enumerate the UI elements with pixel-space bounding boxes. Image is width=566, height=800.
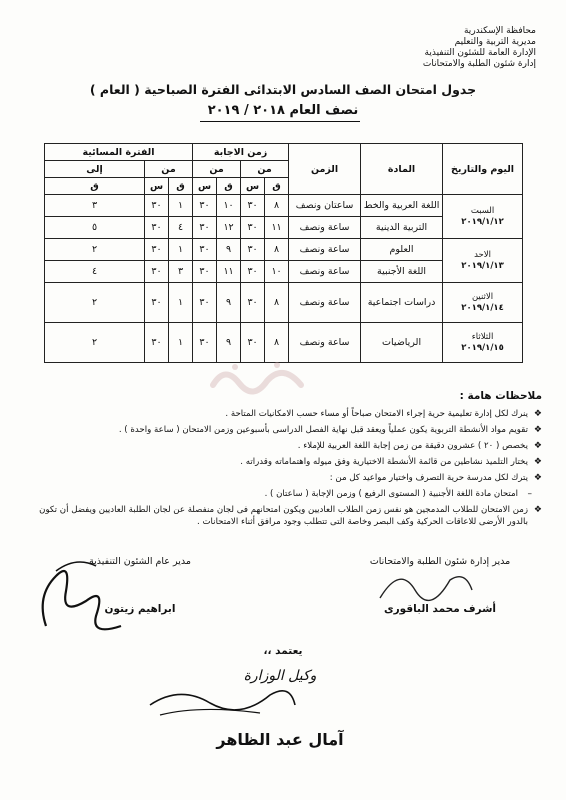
org-line: إدارة شئون الطلبة والامتحانات [422,59,536,69]
note-text: امتحان مادة اللغة الأجنبية ( المستوى الرفيع ) وزمن الإجابة ( ساعتان ) . [264,489,518,499]
diamond-bullet-icon: ❖ [533,425,542,435]
diamond-bullet-icon: ❖ [533,505,542,515]
subject-cell: العلوم [361,239,443,261]
header-s: س [193,178,217,195]
note-text: زمن الامتحان للطلاب المدمجين هو نفس زمن الطلاب العاديين ويكون امتحانهم فى لجان منفصلة عن لجان الطلبة العاديين ويفضل أن تكون بالدور الأرضى للاعاقات الحركية وكف البصر وخاصة التى تتطلب وجود مرافق أثناء الامتحانات . [39,505,528,527]
time-cell: ١٠ [217,195,241,217]
time-cell: ٣٠ [145,261,169,283]
notes-list [30,408,542,532]
time-cell: ٣٠ [241,283,265,323]
header-answer-time: زمن الاجابة [193,144,289,161]
exam-schedule-table [44,143,523,363]
exam-date: ٢٠١٩/١/١٢ [461,216,504,227]
day-name: الاثنين [471,291,494,302]
header-evening-break: الفترة المسائية [45,144,193,161]
handwritten-signature-right [370,560,480,610]
document-title: جدول امتحان الصف السادس الابتدائى الفترة الصباحية ( العام ) [89,82,477,97]
header-break-to: إلى [45,161,145,178]
minister-role: وكيل الوزارة [243,668,317,684]
time-cell: ٨ [265,323,289,363]
note-item [30,440,542,452]
diamond-bullet-icon: ❖ [533,473,542,483]
time-cell: ١١ [265,217,289,239]
org-line: الإدارة العامة للشئون التنفيذية [424,48,536,58]
time-cell: ٣٠ [241,217,265,239]
dash-bullet-icon: – [527,489,532,499]
time-cell: ٢ [45,283,145,323]
org-line: مديرية التربية والتعليم [454,37,536,47]
time-cell: ٨ [265,195,289,217]
time-cell: ٨ [265,283,289,323]
time-cell: ٣٠ [145,195,169,217]
signatory-role: مدير عام الشئون التنفيذية [89,556,191,567]
subject-cell: اللغة الأجنبية [361,261,443,283]
subject-cell: اللغة العربية والخط [361,195,443,217]
header-break-from: من [145,161,193,178]
header-s: س [145,178,169,195]
exam-date: ٢٠١٩/١/١٤ [461,302,504,313]
time-cell: ٣٠ [145,239,169,261]
approval-label: يعتمد ،، [263,645,303,657]
note-text: ينرك لكل إدارة تعليمية حرية إجراء الامتحان صباحاً أو مساء حسب الامكانيات المتاحة . [225,409,528,419]
time-cell: ٣٠ [241,261,265,283]
signatory-name: أشرف محمد الباقورى [383,603,497,615]
subject-cell: التربية الدينية [361,217,443,239]
handwritten-signature-left [26,556,146,646]
time-cell: ١ [169,239,193,261]
handwritten-signature-minister [140,675,300,725]
note-text: يختار التلميذ نشاطين من قائمة الأنشطة الاختيارية وفق ميوله واهتماماته وقدراته . [240,457,528,467]
time-cell: ٢ [45,239,145,261]
time-cell: ٣٠ [145,323,169,363]
time-cell: ٢ [45,323,145,363]
diamond-bullet-icon: ❖ [533,441,542,451]
note-item [30,472,542,484]
duration-cell: ساعة ونصف [289,261,361,283]
time-cell: ١٢ [217,217,241,239]
day-date-cell [443,239,523,283]
duration-cell: ساعة ونصف [289,217,361,239]
day-name: الاحد [474,249,492,260]
time-cell: ١ [169,195,193,217]
diamond-bullet-icon: ❖ [533,409,542,419]
document-subtitle: نصف العام ٢٠١٨ / ٢٠١٩ [207,103,359,118]
signatory-name: ابراهيم زيتون [104,603,176,615]
time-cell: ٣٠ [193,323,217,363]
time-cell: ٣٠ [193,195,217,217]
time-cell: ٣٠ [193,283,217,323]
header-q: ق [265,178,289,195]
note-item [30,424,542,436]
time-cell: ٣٠ [193,217,217,239]
header-duration: الزمن [289,144,361,195]
header-q: ق [217,178,241,195]
header-to: من [193,161,241,178]
time-cell: ٤ [169,217,193,239]
duration-cell: ساعة ونصف [289,323,361,363]
duration-cell: ساعة ونصف [289,239,361,261]
subtitle-underline [200,121,360,122]
time-cell: ١ [169,283,193,323]
note-text: يترك لكل مدرسة حرية التصرف واختيار مواعيد كل من : [329,473,528,483]
time-cell: ٣٠ [145,217,169,239]
day-date-cell [443,195,523,239]
exam-date: ٢٠١٩/١/١٣ [461,260,504,271]
time-cell: ١٠ [265,261,289,283]
time-cell: ٣ [45,195,145,217]
time-cell: ٤ [45,261,145,283]
day-date-cell [443,323,523,363]
subject-cell: دراسات اجتماعية [361,283,443,323]
header-q: ق [169,178,193,195]
diamond-bullet-icon: ❖ [533,457,542,467]
duration-cell: ساعة ونصف [289,283,361,323]
time-cell: ٩ [217,323,241,363]
subject-cell: الرياضيات [361,323,443,363]
signatory-role: مدير إدارة شئون الطلبة والامتحانات [369,556,511,567]
minister-name: آمال عبد الظاهر [216,730,344,749]
day-name: الثلاثاء [471,331,494,342]
time-cell: ٣٠ [193,261,217,283]
duration-cell: ساعتان ونصف [289,195,361,217]
time-cell: ١١ [217,261,241,283]
header-q: ق [45,178,145,195]
time-cell: ٣٠ [241,323,265,363]
time-cell: ٣٠ [241,195,265,217]
note-text: تقويم مواد الأنشطة التربوية يكون عملياً ويعقد قبل نهاية الفصل الدراسى بأسبوعين وزمن الامتحان ( ساعة واحدة ) . [118,425,528,435]
time-cell: ٥ [45,217,145,239]
header-day-date: اليوم والتاريخ [443,144,523,195]
header-s: س [241,178,265,195]
time-cell: ٣٠ [193,239,217,261]
header-subject: المادة [361,144,443,195]
org-line: محافظة الإسكندرية [463,26,536,36]
note-item [30,408,542,420]
note-text: يخصص ( ٢٠ ) عشرون دقيقة من زمن إجابة اللغة العربية للإملاء . [297,441,528,451]
organization-header [366,26,536,70]
time-cell: ٣٠ [241,239,265,261]
note-subitem [30,488,542,500]
note-item [30,504,542,528]
notes-title: ملاحظات هامة : [459,390,542,402]
time-cell: ٩ [217,239,241,261]
exam-date: ٢٠١٩/١/١٥ [461,342,504,353]
time-cell: ٨ [265,239,289,261]
day-date-cell [443,283,523,323]
time-cell: ٩ [217,283,241,323]
header-from: من [241,161,289,178]
time-cell: ٣٠ [145,283,169,323]
day-name: السبت [470,205,495,216]
watermark-logo [205,355,315,401]
note-item [30,456,542,468]
time-cell: ٣ [169,261,193,283]
time-cell: ١ [169,323,193,363]
